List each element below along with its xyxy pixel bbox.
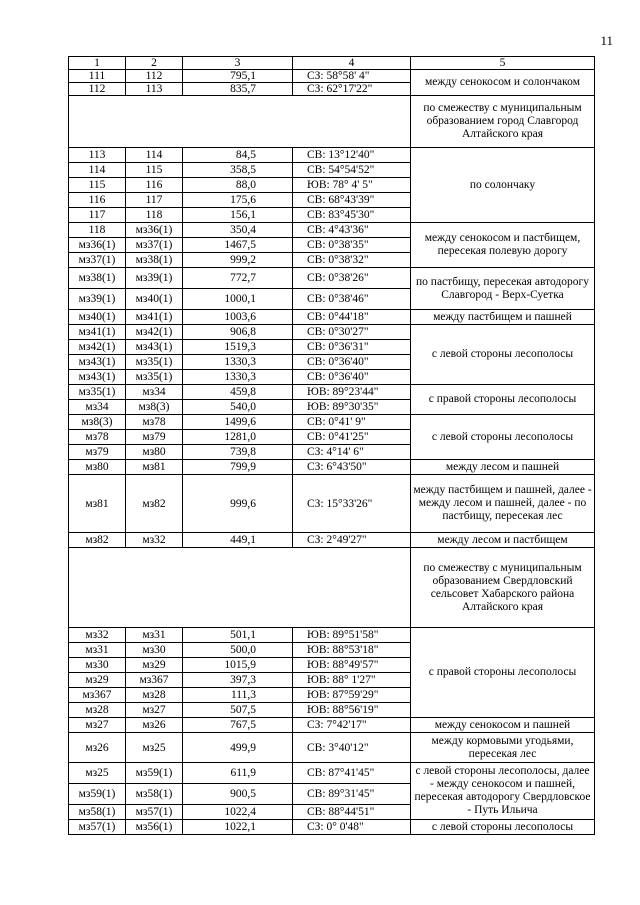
from-point: мз39(1) [69, 289, 126, 310]
from-point: 114 [69, 163, 126, 178]
table-row [69, 223, 595, 238]
direction: ЮВ: 89°23'44" [293, 385, 411, 400]
length: 449,1 [183, 533, 293, 548]
length: 507,5 [183, 703, 293, 718]
from-point: мз43(1) [69, 355, 126, 370]
direction: СЗ: 7°42'17" [293, 718, 411, 733]
direction: СВ: 68°43'39" [293, 193, 411, 208]
to-point: мз40(1) [126, 289, 183, 310]
direction: ЮВ: 88° 1'27" [293, 673, 411, 688]
to-point: мз25 [126, 733, 183, 763]
length: 611,9 [183, 763, 293, 784]
column-header: 2 [126, 57, 183, 70]
length: 906,8 [183, 325, 293, 340]
to-point: мз82 [126, 475, 183, 533]
from-point: 118 [69, 223, 126, 238]
to-point: мз30 [126, 643, 183, 658]
direction: СВ: 4°43'36" [293, 223, 411, 238]
to-point: 112 [126, 70, 183, 83]
table-row [69, 460, 595, 475]
table-row [69, 148, 595, 163]
direction: СВ: 0°38'46" [293, 289, 411, 310]
from-point: мз78 [69, 430, 126, 445]
to-point: мз39(1) [126, 268, 183, 289]
length: 1330,3 [183, 355, 293, 370]
direction: ЮВ: 89°30'35" [293, 400, 411, 415]
length: 772,7 [183, 268, 293, 289]
direction: СВ: 13°12'40" [293, 148, 411, 163]
table-row [69, 475, 595, 533]
table-row [69, 70, 595, 83]
blank-cell [69, 548, 411, 628]
from-point: мз30 [69, 658, 126, 673]
to-point: 117 [126, 193, 183, 208]
length: 1022,4 [183, 805, 293, 820]
table-row [69, 325, 595, 340]
boundary-description: между лесом и пастбищем [411, 533, 595, 548]
direction: ЮВ: 78° 4' 5" [293, 178, 411, 193]
boundary-table [68, 56, 595, 835]
blank-cell [69, 96, 411, 148]
length: 1499,6 [183, 415, 293, 430]
length: 500,0 [183, 643, 293, 658]
section-row [69, 548, 595, 628]
direction: СВ: 88°44'51" [293, 805, 411, 820]
direction: СВ: 0°41'25" [293, 430, 411, 445]
length: 900,5 [183, 784, 293, 805]
from-point: мз43(1) [69, 370, 126, 385]
length: 1467,5 [183, 238, 293, 253]
length: 1015,9 [183, 658, 293, 673]
from-point: мз367 [69, 688, 126, 703]
from-point: мз37(1) [69, 253, 126, 268]
boundary-description: между пастбищем и пашней, далее - между лесом и пашней, далее - по пастбищу, пересекая лес [411, 475, 595, 533]
from-point: мз36(1) [69, 238, 126, 253]
direction: СЗ: 2°49'27" [293, 533, 411, 548]
from-point: мз81 [69, 475, 126, 533]
boundary-description: между кормовыми угодьями, пересекая лес [411, 733, 595, 763]
boundary-description: с правой стороны лесополосы [411, 628, 595, 718]
length: 358,5 [183, 163, 293, 178]
section-row [69, 96, 595, 148]
from-point: мз8(3) [69, 415, 126, 430]
direction: СВ: 0°36'40" [293, 370, 411, 385]
from-point: мз27 [69, 718, 126, 733]
boundary-description: между пастбищем и пашней [411, 310, 595, 325]
length: 501,1 [183, 628, 293, 643]
to-point: 113 [126, 83, 183, 96]
from-point: мз82 [69, 533, 126, 548]
direction: ЮВ: 89°51'58" [293, 628, 411, 643]
direction: СВ: 0°38'32" [293, 253, 411, 268]
direction: СВ: 87°41'45" [293, 763, 411, 784]
length: 999,6 [183, 475, 293, 533]
to-point: мз31 [126, 628, 183, 643]
table-row [69, 268, 595, 289]
to-point: мз28 [126, 688, 183, 703]
table-row [69, 310, 595, 325]
direction: СЗ: 4°14' 6" [293, 445, 411, 460]
to-point: мз35(1) [126, 370, 183, 385]
length: 175,6 [183, 193, 293, 208]
to-point: 116 [126, 178, 183, 193]
length: 397,3 [183, 673, 293, 688]
length: 1330,3 [183, 370, 293, 385]
from-point: 115 [69, 178, 126, 193]
boundary-description: по пастбищу, пересекая автодорогу Славгород - Верх-Суетка [411, 268, 595, 310]
to-point: мз81 [126, 460, 183, 475]
direction: СВ: 0°41' 9" [293, 415, 411, 430]
direction: СВ: 0°30'27" [293, 325, 411, 340]
length: 156,1 [183, 208, 293, 223]
from-point: 117 [69, 208, 126, 223]
to-point: мз56(1) [126, 820, 183, 835]
to-point: мз43(1) [126, 340, 183, 355]
column-header: 1 [69, 57, 126, 70]
table-row [69, 820, 595, 835]
to-point: мз78 [126, 415, 183, 430]
length: 795,1 [183, 70, 293, 83]
boundary-description: с левой стороны лесополосы [411, 820, 595, 835]
from-point: мз42(1) [69, 340, 126, 355]
from-point: мз80 [69, 460, 126, 475]
to-point: мз32 [126, 533, 183, 548]
from-point: 116 [69, 193, 126, 208]
table-row [69, 733, 595, 763]
from-point: мз57(1) [69, 820, 126, 835]
direction: СВ: 0°36'31" [293, 340, 411, 355]
direction: СЗ: 58°58' 4" [293, 70, 411, 83]
length: 111,3 [183, 688, 293, 703]
column-header: 3 [183, 57, 293, 70]
column-header: 4 [293, 57, 411, 70]
to-point: мз79 [126, 430, 183, 445]
direction: СЗ: 0° 0'48" [293, 820, 411, 835]
boundary-description: между лесом и пашней [411, 460, 595, 475]
to-point: мз59(1) [126, 763, 183, 784]
direction: ЮВ: 87°59'29" [293, 688, 411, 703]
direction: ЮВ: 88°49'57" [293, 658, 411, 673]
length: 739,8 [183, 445, 293, 460]
to-point: мз34 [126, 385, 183, 400]
to-point: мз36(1) [126, 223, 183, 238]
from-point: мз31 [69, 643, 126, 658]
boundary-description: с правой стороны лесополосы [411, 385, 595, 415]
from-point: мз41(1) [69, 325, 126, 340]
direction: СЗ: 62°17'22" [293, 83, 411, 96]
boundary-description: с левой стороны лесополосы [411, 415, 595, 460]
from-point: мз29 [69, 673, 126, 688]
direction: ЮВ: 88°56'19" [293, 703, 411, 718]
length: 84,5 [183, 148, 293, 163]
header-row [69, 57, 595, 70]
length: 1022,1 [183, 820, 293, 835]
direction: СВ: 83°45'30" [293, 208, 411, 223]
boundary-description: с левой стороны лесополосы, далее - между сенокосом и пашней, пересекая автодорогу Свердловское - Путь Ильича [411, 763, 595, 820]
length: 88,0 [183, 178, 293, 193]
from-point: мз40(1) [69, 310, 126, 325]
length: 350,4 [183, 223, 293, 238]
to-point: мз27 [126, 703, 183, 718]
table-row [69, 385, 595, 400]
boundary-description: между сенокосом и солончаком [411, 70, 595, 96]
length: 1519,3 [183, 340, 293, 355]
to-point: мз29 [126, 658, 183, 673]
table-row [69, 763, 595, 784]
to-point: 115 [126, 163, 183, 178]
length: 767,5 [183, 718, 293, 733]
to-point: мз35(1) [126, 355, 183, 370]
boundary-description: по смежеству с муниципальным образованием Свердловский сельсовет Хабарского района Алтайского края [411, 548, 595, 628]
from-point: 113 [69, 148, 126, 163]
direction: ЮВ: 88°53'18" [293, 643, 411, 658]
to-point: 114 [126, 148, 183, 163]
length: 1000,1 [183, 289, 293, 310]
column-header: 5 [411, 57, 595, 70]
direction: СВ: 0°38'26" [293, 268, 411, 289]
length: 1003,6 [183, 310, 293, 325]
direction: СЗ: 15°33'26" [293, 475, 411, 533]
to-point: мз367 [126, 673, 183, 688]
to-point: мз57(1) [126, 805, 183, 820]
from-point: мз38(1) [69, 268, 126, 289]
to-point: мз42(1) [126, 325, 183, 340]
from-point: мз28 [69, 703, 126, 718]
to-point: мз26 [126, 718, 183, 733]
direction: СВ: 0°44'18" [293, 310, 411, 325]
table-row [69, 533, 595, 548]
from-point: 111 [69, 70, 126, 83]
to-point: мз38(1) [126, 253, 183, 268]
length: 1281,0 [183, 430, 293, 445]
direction: СВ: 54°54'52" [293, 163, 411, 178]
length: 835,7 [183, 83, 293, 96]
from-point: мз59(1) [69, 784, 126, 805]
boundary-description: по смежеству с муниципальным образованием город Славгород Алтайского края [411, 96, 595, 148]
boundary-description: с левой стороны лесополосы [411, 325, 595, 385]
to-point: мз37(1) [126, 238, 183, 253]
length: 999,2 [183, 253, 293, 268]
from-point: мз58(1) [69, 805, 126, 820]
length: 540,0 [183, 400, 293, 415]
direction: СВ: 0°36'40" [293, 355, 411, 370]
table-row [69, 628, 595, 643]
from-point: мз25 [69, 763, 126, 784]
direction: СВ: 3°40'12" [293, 733, 411, 763]
direction: СВ: 89°31'45" [293, 784, 411, 805]
direction: СЗ: 6°43'50" [293, 460, 411, 475]
table-row [69, 415, 595, 430]
to-point: 118 [126, 208, 183, 223]
boundary-description: по солончаку [411, 148, 595, 223]
from-point: мз32 [69, 628, 126, 643]
to-point: мз41(1) [126, 310, 183, 325]
length: 459,8 [183, 385, 293, 400]
length: 799,9 [183, 460, 293, 475]
from-point: мз26 [69, 733, 126, 763]
boundary-description: между сенокосом и пашней [411, 718, 595, 733]
from-point: мз79 [69, 445, 126, 460]
to-point: мз80 [126, 445, 183, 460]
boundary-description: между сенокосом и пастбищем, пересекая полевую дорогу [411, 223, 595, 268]
page-number: 11 [600, 33, 613, 48]
to-point: мз58(1) [126, 784, 183, 805]
from-point: мз35(1) [69, 385, 126, 400]
length: 499,9 [183, 733, 293, 763]
direction: СВ: 0°38'35" [293, 238, 411, 253]
from-point: 112 [69, 83, 126, 96]
from-point: мз34 [69, 400, 126, 415]
table-row [69, 718, 595, 733]
to-point: мз8(3) [126, 400, 183, 415]
